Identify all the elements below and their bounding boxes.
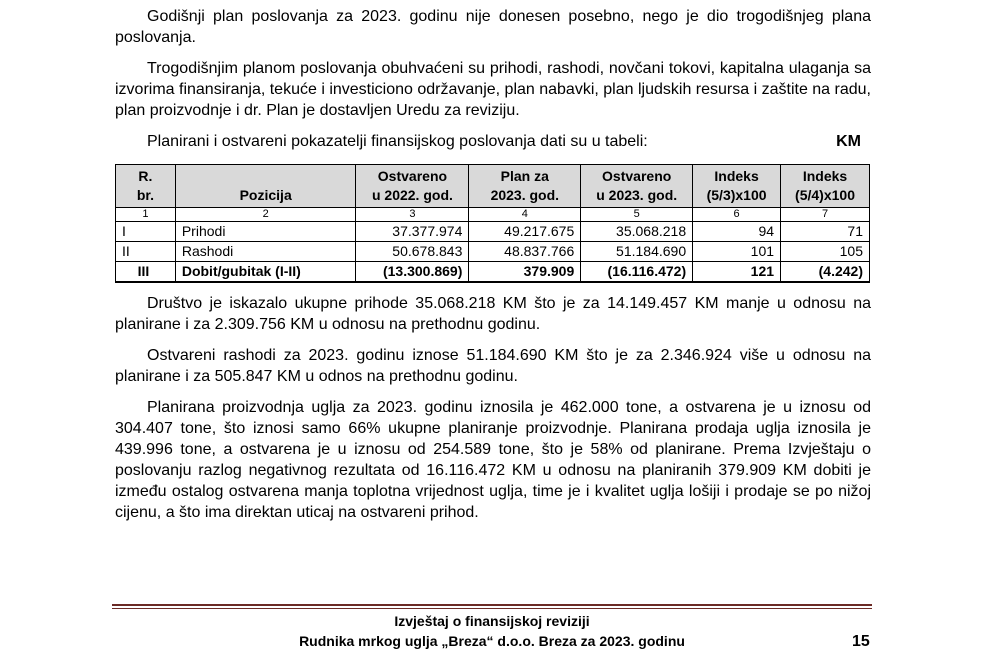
cell-pozicija: Rashodi: [175, 242, 356, 262]
paragraph-production: Planirana proizvodnja uglja za 2023. godinu iznosila je 462.000 tone, a ostvarena je u iznosu od 304.407 tone, što iznosi samo 66% ukupne planiranje proizvodnje. Planirana prodaja uglja iznosila je 439.996 tone, a ostvarena je u iznosu od 254.589 tone, što je 58% od planirane. Prema Izvještaju o poslovanju razlog negativnog rezultata od 16.116.472 KM u odnosu na planiranih 379.909 KM dobiti je između ostalog ostvarena manja toplotna vrijednost uglja, time je i kvalitet uglja lošiji i prodaje se po nižoj cijenu, a što ima direktan uticaj na ostvareni prihod.: [115, 399, 871, 521]
cell-ostvareno-2022: 50.678.843: [356, 242, 469, 262]
cell-pozicija: Prihodi: [175, 222, 356, 242]
paragraph-revenue: Društvo je iskazalo ukupne prihode 35.068.218 KM što je za 14.149.457 KM manje u odnosu na planirane i za 2.309.756 KM u odnosu na prethodnu godinu.: [115, 295, 871, 333]
header-ostvareno-2023: Ostvareno u 2023. god.: [581, 165, 693, 208]
table-intro-text: Planirani i ostvareni pokazatelji finansijskog poslovanja dati su u tabeli:: [147, 133, 648, 150]
cell-indeks-5-3: 101: [693, 242, 781, 262]
cell-indeks-5-3: 121: [693, 262, 781, 283]
footer-title: Izvještaj o finansijskoj reviziji: [394, 613, 590, 629]
paragraph-annual-plan: Godišnji plan poslovanja za 2023. godinu nije donesen posebno, nego je dio trogodišnjeg plana poslovanja.: [115, 8, 871, 46]
table-row-prihodi: [116, 222, 870, 242]
cell-rb: II: [116, 242, 176, 262]
table-intro: [115, 131, 871, 152]
cell-indeks-5-4: (4.242): [781, 262, 870, 283]
cell-ostvareno-2023: 35.068.218: [581, 222, 693, 242]
footer-subtitle: Rudnika mrkog uglja „Breza“ d.o.o. Breza za 2023. godinu: [299, 633, 685, 649]
cell-ostvareno-2022: 37.377.974: [356, 222, 469, 242]
table-header-row: [116, 165, 870, 208]
header-ostvareno-2022: Ostvareno u 2022. god.: [356, 165, 469, 208]
header-rbr: R. br.: [116, 165, 176, 208]
report-page: [115, 0, 871, 523]
cell-ostvareno-2023: (16.116.472): [581, 262, 693, 283]
cell-plan-2023: 379.909: [469, 262, 581, 283]
cell-indeks-5-4: 71: [781, 222, 870, 242]
financial-indicators-table: [115, 164, 870, 283]
cell-ostvareno-2023: 51.184.690: [581, 242, 693, 262]
paragraph-expenses: Ostvareni rashodi za 2023. godinu iznose 51.184.690 KM što je za 2.346.924 više u odnosu na planirane i za 505.847 KM u odnos na prethodnu godinu.: [115, 347, 871, 385]
page-number: 15: [852, 633, 870, 650]
column-number: 1: [116, 208, 176, 222]
footer-divider: [112, 608, 872, 609]
cell-ostvareno-2022: (13.300.869): [356, 262, 469, 283]
cell-rb: III: [116, 262, 176, 283]
column-number: 3: [356, 208, 469, 222]
paragraph-three-year-plan: Trogodišnjim planom poslovanja obuhvaćeni su prihodi, rashodi, novčani tokovi, kapitalna ulaganja sa izvorima finansiranja, tekuće i investiciono održavanje, plan nabavki, plan ljudskih resursa i zaštite na radu, plan proizvodnje i dr. Plan je dostavljen Uredu za reviziju.: [115, 60, 871, 119]
column-number-row: [116, 208, 870, 222]
column-number: 4: [469, 208, 581, 222]
cell-plan-2023: 48.837.766: [469, 242, 581, 262]
table-row-dobit-gubitak: [116, 262, 870, 283]
cell-indeks-5-4: 105: [781, 242, 870, 262]
cell-plan-2023: 49.217.675: [469, 222, 581, 242]
header-plan-2023: Plan za 2023. god.: [469, 165, 581, 208]
cell-rb: I: [116, 222, 176, 242]
header-indeks-5-3: Indeks (5/3)x100: [693, 165, 781, 208]
table-row-rashodi: [116, 242, 870, 262]
header-pozicija: Pozicija: [175, 165, 356, 208]
column-number: 6: [693, 208, 781, 222]
cell-indeks-5-3: 94: [693, 222, 781, 242]
footer-divider: [112, 604, 872, 606]
cell-pozicija: Dobit/gubitak (I-II): [175, 262, 356, 283]
column-number: 5: [581, 208, 693, 222]
header-indeks-5-4: Indeks (5/4)x100: [781, 165, 870, 208]
currency-unit: KM: [836, 133, 861, 150]
column-number: 2: [175, 208, 356, 222]
column-number: 7: [781, 208, 870, 222]
